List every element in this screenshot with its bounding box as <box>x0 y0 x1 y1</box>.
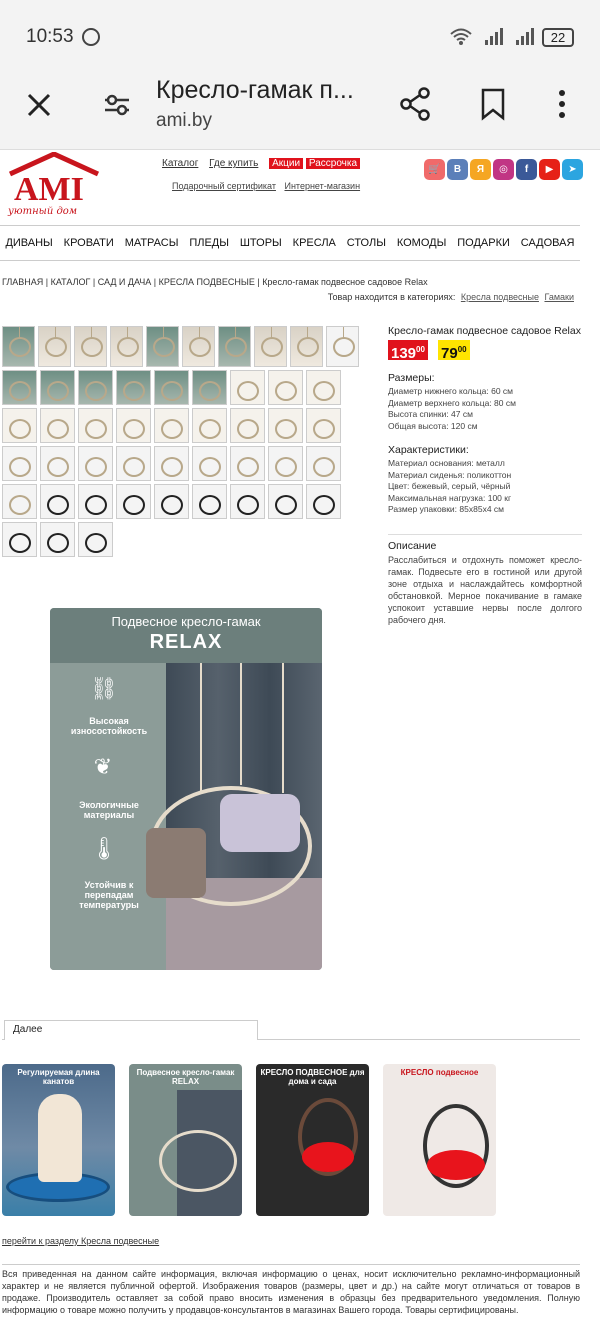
main-product-image[interactable] <box>50 608 322 970</box>
breadcrumb: ГЛАВНАЯ | КАТАЛОГ | САД И ДАЧА | КРЕСЛА ПОДВЕСНЫЕ | Кресло-гамак подвесное садовое Relax <box>2 277 428 287</box>
spec-line: Материал основания: металл <box>388 458 505 468</box>
thumbnail[interactable] <box>230 408 265 443</box>
signal-2-icon <box>515 28 535 46</box>
image-subtitle: Подвесное кресло-гамак <box>111 614 261 629</box>
thumbnail[interactable] <box>2 326 35 367</box>
size-line: Общая высота: 120 см <box>388 420 478 431</box>
image-header <box>50 608 322 663</box>
card-caption: КРЕСЛО подвесное <box>400 1068 479 1077</box>
product-info <box>388 325 582 626</box>
vk-icon[interactable]: В <box>447 159 468 180</box>
go-to-section-link[interactable]: перейти к разделу Кресла подвесные <box>2 1236 160 1246</box>
related-card[interactable] <box>383 1064 496 1216</box>
sizes-heading: Размеры: <box>388 372 435 384</box>
signal-icon <box>484 28 504 46</box>
yandex-icon[interactable]: Я <box>470 159 491 180</box>
related-card[interactable] <box>256 1064 369 1216</box>
card-caption: Регулируемая длина канатов <box>17 1068 100 1086</box>
nav-tables[interactable]: СТОЛЫ <box>346 237 386 249</box>
thumbnail[interactable] <box>154 370 189 405</box>
site-settings-icon[interactable] <box>100 88 134 122</box>
status-bar <box>0 0 600 72</box>
spec-line: Максимальная нагрузка: 100 кг <box>388 492 512 503</box>
page-title: Кресло-гамак п... <box>156 76 354 104</box>
thumbnail[interactable] <box>116 370 151 405</box>
thumbnail[interactable] <box>116 408 151 443</box>
browser-toolbar <box>0 72 600 150</box>
thumbnail[interactable] <box>40 522 75 557</box>
thumbnail[interactable] <box>78 484 113 519</box>
feature-temperature: Устойчив к перепадам температуры <box>79 880 139 910</box>
link-where-to-buy[interactable]: Где купить <box>209 158 259 169</box>
thumbnail[interactable] <box>116 446 151 481</box>
card-caption: КРЕСЛО ПОДВЕСНОЕ для дома и сада <box>260 1068 365 1086</box>
card-caption: Подвесное кресло-гамак RELAX <box>136 1068 235 1086</box>
thumbnail[interactable] <box>192 446 227 481</box>
thumbnail[interactable] <box>268 446 303 481</box>
thumbnail[interactable] <box>192 484 227 519</box>
feature-eco: Экологичные материалы <box>79 800 139 820</box>
youtube-icon[interactable]: ▶ <box>539 159 560 180</box>
thumbnail[interactable] <box>2 522 37 557</box>
chain-link-icon: ⛓ <box>90 676 118 701</box>
link-promotions[interactable]: Акции <box>269 158 303 169</box>
section-link <box>2 1236 159 1246</box>
thumbnail[interactable] <box>306 446 341 481</box>
specs-heading: Характеристики: <box>388 444 469 456</box>
link-online-store[interactable]: Интернет-магазин <box>284 181 361 191</box>
cart-icon[interactable]: 🛒 <box>424 159 445 180</box>
category-link-hammocks[interactable]: Гамаки <box>544 292 574 302</box>
category-link-hanging-chairs[interactable]: Кресла подвесные <box>460 292 539 302</box>
thumbnail[interactable] <box>154 408 189 443</box>
battery-icon: 22 <box>542 28 574 47</box>
spec-line: Материал сиденья: поликоттон <box>388 469 512 480</box>
top-links <box>162 158 360 169</box>
link-gift-certificate[interactable]: Подарочный сертификат <box>172 181 276 191</box>
thumbnail[interactable] <box>2 446 37 481</box>
thumbnail[interactable] <box>40 446 75 481</box>
main-nav <box>0 225 580 261</box>
logo-tagline: уютный дом <box>8 206 78 217</box>
nav-sofas[interactable]: ДИВАНЫ <box>5 237 53 249</box>
share-icon[interactable] <box>398 86 432 122</box>
nav-beds[interactable]: КРОВАТИ <box>63 237 114 249</box>
thumbnail[interactable] <box>230 446 265 481</box>
thumbnail[interactable] <box>78 408 113 443</box>
link-installments[interactable]: Рассрочка <box>306 158 360 169</box>
nav-gifts[interactable]: ПОДАРКИ <box>457 237 510 249</box>
thumbnail[interactable] <box>268 370 303 405</box>
more-options-icon[interactable] <box>550 86 574 122</box>
thumbnail[interactable] <box>230 484 265 519</box>
page-domain[interactable]: ami.by <box>156 110 212 131</box>
logo-text: AMI <box>14 171 84 208</box>
thumbnail[interactable] <box>78 370 113 405</box>
thumbnail[interactable] <box>192 408 227 443</box>
size-line: Высота спинки: 47 см <box>388 409 473 419</box>
thumbnail[interactable] <box>306 408 341 443</box>
thumbnail[interactable] <box>154 446 189 481</box>
thumbnail[interactable] <box>78 446 113 481</box>
size-line: Диаметр нижнего кольца: 60 см <box>388 386 514 396</box>
size-line: Диаметр верхнего кольца: 80 см <box>388 397 516 408</box>
top-links-secondary <box>172 181 366 191</box>
crumb-garden[interactable]: САД И ДАЧА <box>97 277 152 287</box>
social-links <box>424 159 583 180</box>
related-products <box>2 1064 582 1216</box>
thumbnail[interactable] <box>116 484 151 519</box>
related-card[interactable] <box>2 1064 115 1216</box>
site-logo[interactable] <box>6 152 101 220</box>
nav-garden[interactable]: САДОВАЯ <box>520 237 575 249</box>
thumbnail[interactable] <box>38 326 71 367</box>
instagram-icon[interactable]: ◎ <box>493 159 514 180</box>
image-title: RELAX <box>149 631 223 653</box>
thumbnail[interactable] <box>2 484 37 519</box>
feature-wear: Высокая износостойкость <box>70 716 148 736</box>
thumbnail[interactable] <box>306 484 341 519</box>
thumbnail[interactable] <box>306 370 341 405</box>
thumbnail[interactable] <box>2 370 37 405</box>
wifi-icon <box>450 28 472 46</box>
status-time: 10:53 <box>26 26 74 47</box>
thumbnail[interactable] <box>218 326 251 367</box>
thumbnail[interactable] <box>326 326 359 367</box>
nav-dressers[interactable]: КОМОДЫ <box>396 237 447 249</box>
tab-more[interactable]: Далее <box>4 1020 258 1040</box>
thumbnail[interactable] <box>192 370 227 405</box>
close-icon[interactable] <box>22 88 56 122</box>
description-heading: Описание <box>388 539 437 552</box>
thumbnail[interactable] <box>40 370 75 405</box>
thumbnail-gallery <box>2 326 368 557</box>
nav-blankets[interactable]: ПЛЕДЫ <box>189 237 229 249</box>
thumbnail[interactable] <box>154 484 189 519</box>
thumbnail[interactable] <box>2 408 37 443</box>
thumbnail[interactable] <box>268 408 303 443</box>
crumb-hanging-chairs[interactable]: КРЕСЛА ПОДВЕСНЫЕ <box>158 277 255 287</box>
crumb-home[interactable]: ГЛАВНАЯ <box>2 277 44 287</box>
thumbnail[interactable] <box>268 484 303 519</box>
price-block <box>388 340 582 360</box>
related-card[interactable] <box>129 1064 242 1216</box>
nav-armchairs[interactable]: КРЕСЛА <box>292 237 336 249</box>
thumbnail[interactable] <box>182 326 215 367</box>
whatsapp-icon <box>82 28 100 46</box>
facebook-icon[interactable]: f <box>516 159 537 180</box>
thumbnail[interactable] <box>146 326 179 367</box>
thumbnail[interactable] <box>230 370 265 405</box>
old-price: $139^{00}$ <box>388 340 428 360</box>
thumbnail[interactable] <box>78 522 113 557</box>
tab-bar <box>2 1020 580 1040</box>
thumbnail[interactable] <box>40 408 75 443</box>
crumb-current: Кресло-гамак подвесное садовое Relax <box>262 277 428 287</box>
telegram-icon[interactable]: ➤ <box>562 159 583 180</box>
spec-line: Цвет: бежевый, серый, чёрный <box>388 481 511 491</box>
thumbnail[interactable] <box>110 326 143 367</box>
thumbnail[interactable] <box>40 484 75 519</box>
logo-roof-icon <box>6 152 101 220</box>
description-text: Расслабиться и отдохнуть поможет кресло-гамак. Подвесьте его в гостиной или другой зоне отдыха и наслаждайтесь комфортной обстановкой. Мерное покачивание в гамаке успокоит уставшие нервы после долгого рабочего дня. <box>388 554 582 625</box>
product-categories: Товар находится в категориях: Кресла подвесные Гамаки <box>327 292 574 302</box>
product-title: Кресло-гамак подвесное садовое Relax <box>388 325 581 337</box>
spec-line: Размер упаковки: 85х85х4 см <box>388 504 504 514</box>
thermometer-icon: 🌡 <box>90 836 118 861</box>
bookmark-icon[interactable] <box>478 86 508 122</box>
nav-mattresses[interactable]: МАТРАСЫ <box>124 237 179 249</box>
thumbnail[interactable] <box>254 326 287 367</box>
nav-curtains[interactable]: ШТОРЫ <box>239 237 282 249</box>
thumbnail[interactable] <box>290 326 323 367</box>
leaf-hand-icon: ❦ <box>93 754 113 779</box>
link-catalog[interactable]: Каталог <box>162 158 199 169</box>
new-price: $79^{00}$ <box>438 340 470 360</box>
thumbnail[interactable] <box>74 326 107 367</box>
crumb-catalog[interactable]: КАТАЛОГ <box>50 277 91 287</box>
disclaimer-text: Вся приведенная на данном сайте информация, включая информацию о ценах, носит исключительно рекламно-информационный характер и не является публичной офертой. Изображения товаров (размеры, цвет и др.) на сайте могут отличаться от товаров в продаже. Производитель оставляет за собой право вносить изменения в образцы без предварительного уведомления. Полную информацию о товаре можно получить у продавцов-консультантов в магазинах Вашего города. Товары сертифицированы. <box>2 1264 580 1316</box>
